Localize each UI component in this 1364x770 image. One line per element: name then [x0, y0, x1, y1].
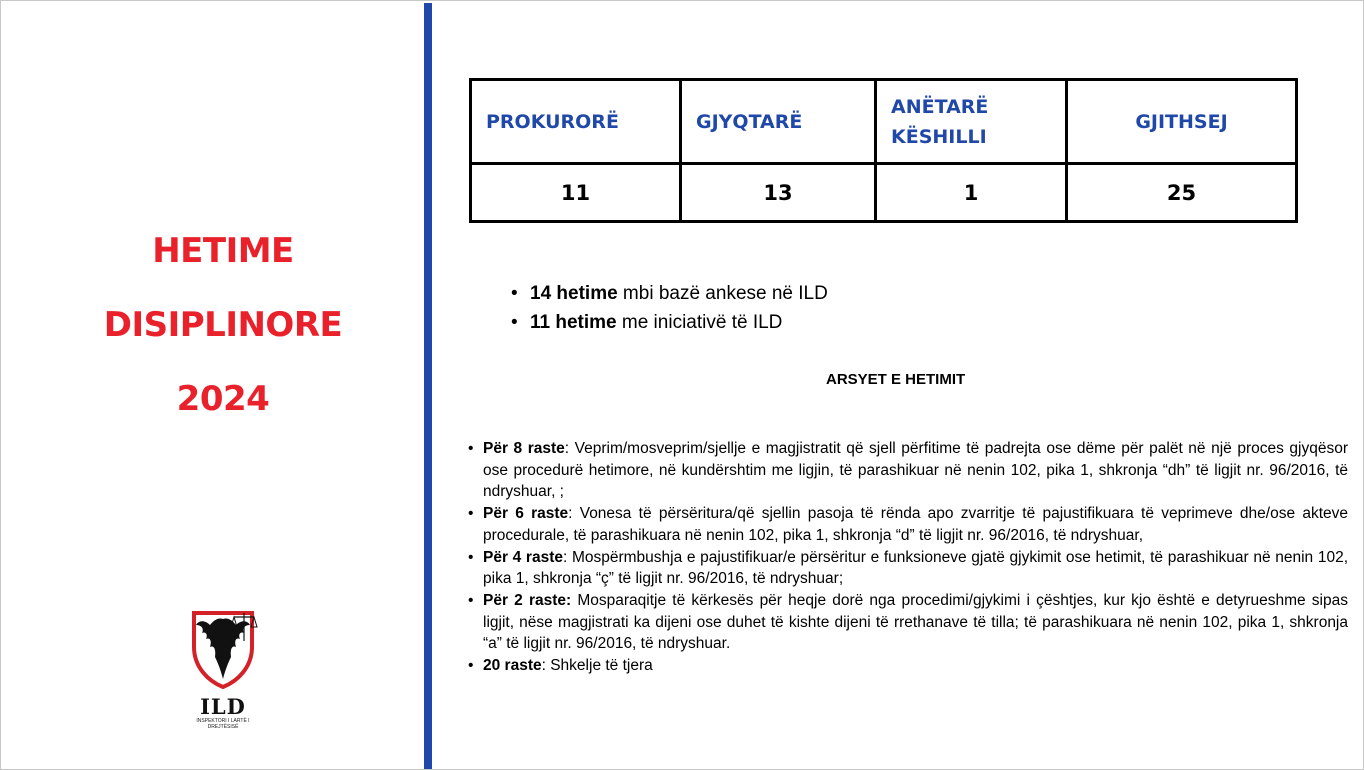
investigations-table	[469, 78, 1298, 223]
slide-title	[1, 233, 445, 455]
list-item: • Për 6 raste: Vonesa të përsëritura/që sjellin pasoja të rënda apo zvarritje të pajustifikuara të veprimeve dhe/ose akteve procedurale, të parashikuara në nenin 102, pika 1, shkronja “d” të ligjit nr. 96/2016, të ndryshuar,	[468, 505, 1349, 544]
reason-count: 20 raste	[483, 657, 542, 675]
reason-text: Mosparaqitje të kërkesës për heqje dorë nga procedimi/gjykimi i çështjes, kur kjo është e detyrueshme sipas ligjit, nëse magjistrati ka dijeni ose duhet të kishte dijeni të rrethanave të tilla; të parashikuara në nenin 102, pika 1, shkronja “a” të ligjit nr. 96/2016, të ndryshuar.	[483, 591, 1348, 653]
reason-text: : Veprim/mosveprim/sjellje e magjistratit që sjell përfitime të padrejta ose dëme për palët në një proces gjyqësor ose procedurë hetimore, në kundërshtim me ligjin, të parashikuar në nenin 102, pika 1, shkronja “dh” të ligjit nr. 96/2016, të ndryshuar, ;	[483, 440, 1348, 501]
title-line-1: HETIME	[152, 231, 294, 271]
list-item: • Për 2 raste: Mosparaqitje të kërkesës për heqje dorë nga procedimi/gjykimi i çështjes, kur kjo është e detyrueshme sipas ligjit, nëse magjistrati ka dijeni ose duhet të kishte dijeni të rrethanave të tilla; të parashikuara në nenin 102, pika 1, shkronja “a” të ligjit nr. 96/2016, të ndryshuar.	[468, 591, 1348, 653]
list-item: • Për 8 raste: Veprim/mosveprim/sjellje e magjistratit që sjell përfitime të padrejta ose dëme për palët në një proces gjyqësor ose procedurë hetimore, në kundërshtim me ligjin, të parashikuar në nenin 102, pika 1, shkronja “dh” të ligjit nr. 96/2016, të ndryshuar, ;	[468, 440, 1348, 501]
reasons-list	[467, 438, 1348, 677]
logo-name: ILD	[200, 694, 246, 719]
list-item	[511, 308, 828, 337]
title-line-3: 2024	[176, 379, 270, 419]
header-cell-gjithsej: GJITHSEJ	[1067, 80, 1297, 164]
title-line-2: DISIPLINORE	[103, 305, 343, 345]
logo-subtitle: INSPEKTORI I LARTË I DREJTËSISË	[196, 718, 250, 730]
summary-count: 11 hetime	[530, 312, 617, 333]
reason-count: Për 2 raste:	[483, 591, 572, 609]
summary-text: mbi bazë ankese në ILD	[617, 283, 828, 304]
reason-count: Për 4 raste	[483, 548, 563, 566]
summary-count: 14 hetime	[530, 283, 618, 304]
summary-text: me iniciativë të ILD	[616, 312, 783, 333]
reasons-heading: ARSYET E HETIMIT	[826, 371, 966, 388]
reason-count: Për 6 raste	[483, 505, 569, 523]
summary-list	[511, 279, 828, 337]
table-header-row	[471, 80, 1297, 164]
list-item: • Për 4 raste: Mospërmbushja e pajustifikuar/e përsëritur e funksioneve gjatë gjykimit ose hetimit, të parashikuar në nenin 102, pika 1, shkronja “ç” të ligjit nr. 96/2016, të ndryshuar;	[468, 548, 1349, 588]
value-cell-prokurore: 11	[471, 164, 681, 222]
list-item	[511, 279, 828, 308]
eagle-shield-icon	[188, 601, 258, 689]
header-cell-gjyqtare: GJYQTARË	[681, 80, 876, 164]
value-cell-anetare-keshilli: 1	[876, 164, 1067, 222]
reason-count: Për 8 raste	[483, 440, 565, 457]
vertical-divider	[424, 3, 432, 769]
list-item: • 20 raste: Shkelje të tjera	[468, 657, 653, 675]
table-value-row	[471, 164, 1297, 222]
ild-logo	[181, 601, 265, 730]
value-cell-gjithsej: 25	[1067, 164, 1297, 222]
reason-text: : Mospërmbushja e pajustifikuar/e përsëritur e funksioneve gjatë gjykimit ose hetimit, të parashikuar në nenin 102, pika 1, shkronja “ç” të ligjit nr. 96/2016, të ndryshuar;	[483, 548, 1349, 588]
header-cell-anetare-keshilli: ANËTARË KËSHILLI	[876, 80, 1067, 164]
reason-text: : Shkelje të tjera	[541, 657, 653, 675]
header-cell-prokurore: PROKURORË	[471, 80, 681, 164]
value-cell-gjyqtare: 13	[681, 164, 876, 222]
reason-text: : Vonesa të përsëritura/që sjellin pasoja të rënda apo zvarritje të pajustifikuara të veprimeve dhe/ose akteve procedurale, të parashikuara në nenin 102, pika 1, shkronja “d” të ligjit nr. 96/2016, të ndryshuar,	[483, 505, 1349, 544]
